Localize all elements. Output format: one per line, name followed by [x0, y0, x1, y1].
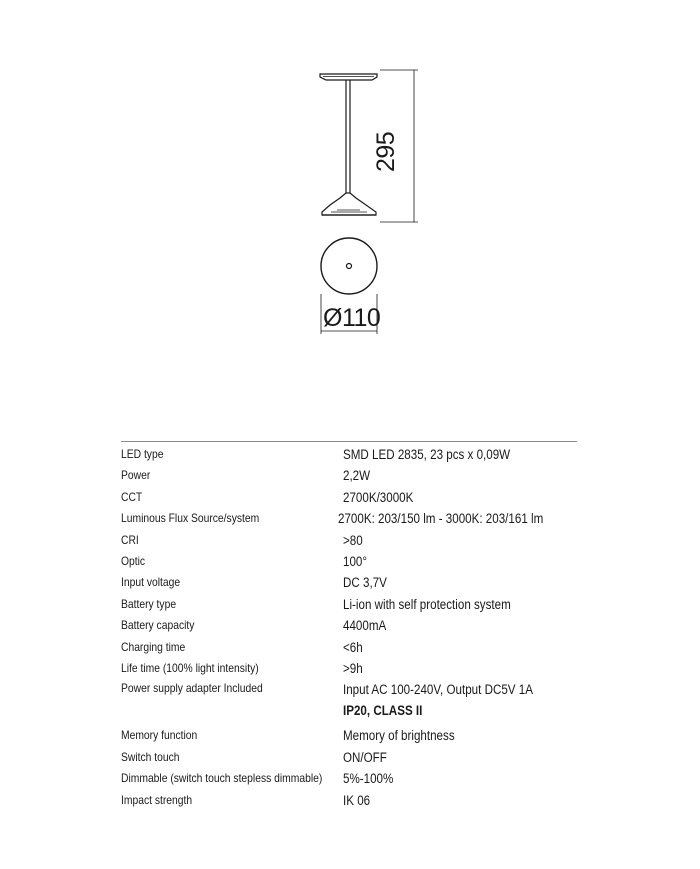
spec-value-text: Li-ion with self protection system: [343, 596, 511, 612]
spec-value: [343, 465, 544, 486]
spec-label: Dimmable (switch touch stepless dimmable): [121, 771, 323, 786]
spec-label: LED type: [121, 447, 164, 461]
spec-value-text: Memory of brightness: [343, 728, 455, 744]
spec-value-text: <6h: [343, 639, 363, 655]
spec-label: CCT: [121, 489, 143, 504]
spec-value-text: IK 06: [343, 792, 371, 808]
spec-value-text: >80: [343, 532, 363, 548]
spec-row: [121, 768, 577, 789]
spec-row: [121, 658, 577, 679]
spec-value: [343, 594, 544, 615]
spec-label: Memory function: [121, 728, 198, 743]
spec-label: Switch touch: [121, 749, 180, 764]
technical-drawing: [0, 0, 700, 360]
spec-row: [121, 487, 577, 508]
diameter-dimension-label: Ø110: [323, 304, 381, 332]
spec-row: [121, 790, 577, 811]
spec-label: Battery capacity: [121, 618, 195, 633]
spec-label: Life time (100% light intensity): [121, 661, 259, 676]
spec-value: [338, 508, 543, 529]
spec-value-extra: IP20, CLASS II: [343, 703, 423, 719]
spec-table: [121, 441, 577, 811]
spec-row: [121, 594, 577, 615]
spec-label: Battery type: [121, 596, 177, 611]
spec-value-text: 2700K/3000K: [343, 489, 414, 505]
spec-value: [343, 551, 544, 572]
spec-value: [343, 637, 544, 658]
lamp-side-view: [320, 74, 377, 215]
spec-value: [343, 444, 544, 465]
spec-label: CRI: [121, 532, 139, 547]
spec-rows: [121, 444, 577, 811]
spec-value-text: ON/OFF: [343, 749, 387, 765]
spec-label: Charging time: [121, 639, 186, 654]
spec-value-text: 5%-100%: [343, 771, 394, 787]
spec-value-text: Input AC 100-240V, Output DC5V 1A: [343, 682, 533, 698]
spec-value: [343, 679, 544, 721]
spec-label: Power supply adapter Included: [121, 681, 263, 696]
spec-row: [121, 530, 577, 551]
spec-value: [343, 530, 544, 551]
spec-label: Power: [121, 468, 151, 483]
spec-value: [343, 790, 544, 811]
spec-row: [121, 444, 577, 465]
spec-row: [121, 725, 577, 746]
spec-value: [343, 572, 544, 593]
spec-label: Luminous Flux Source/system: [121, 511, 260, 526]
spec-label: Input voltage: [121, 575, 181, 590]
spec-value-text: 2700K: 203/150 lm - 3000K: 203/161 lm: [338, 511, 544, 527]
spec-table-divider: [121, 441, 577, 442]
spec-value-text: >9h: [343, 661, 363, 677]
spec-value-text: 4400mA: [343, 618, 387, 634]
spec-value: [343, 768, 544, 789]
lamp-top-view: [321, 238, 377, 294]
spec-value: [343, 725, 544, 746]
spec-value: [343, 615, 544, 636]
spec-row: [121, 465, 577, 486]
spec-row: [121, 572, 577, 593]
spec-row: [121, 679, 577, 721]
spec-value: [343, 487, 544, 508]
spec-row: [121, 508, 577, 529]
height-dimension-label: 295: [372, 131, 400, 172]
spec-value-text: SMD LED 2835, 23 pcs x 0,09W: [343, 447, 511, 462]
spec-value-text: 100°: [343, 554, 368, 570]
spec-label: Optic: [121, 554, 146, 569]
spec-value-text: DC 3,7V: [343, 575, 387, 591]
spec-row: [121, 551, 577, 572]
spec-label: Impact strength: [121, 792, 193, 807]
spec-row: [121, 637, 577, 658]
spec-value-text: 2,2W: [343, 468, 371, 484]
spec-row: [121, 615, 577, 636]
spec-row: [121, 747, 577, 768]
spec-value: [343, 658, 544, 679]
spec-value: [343, 747, 544, 768]
